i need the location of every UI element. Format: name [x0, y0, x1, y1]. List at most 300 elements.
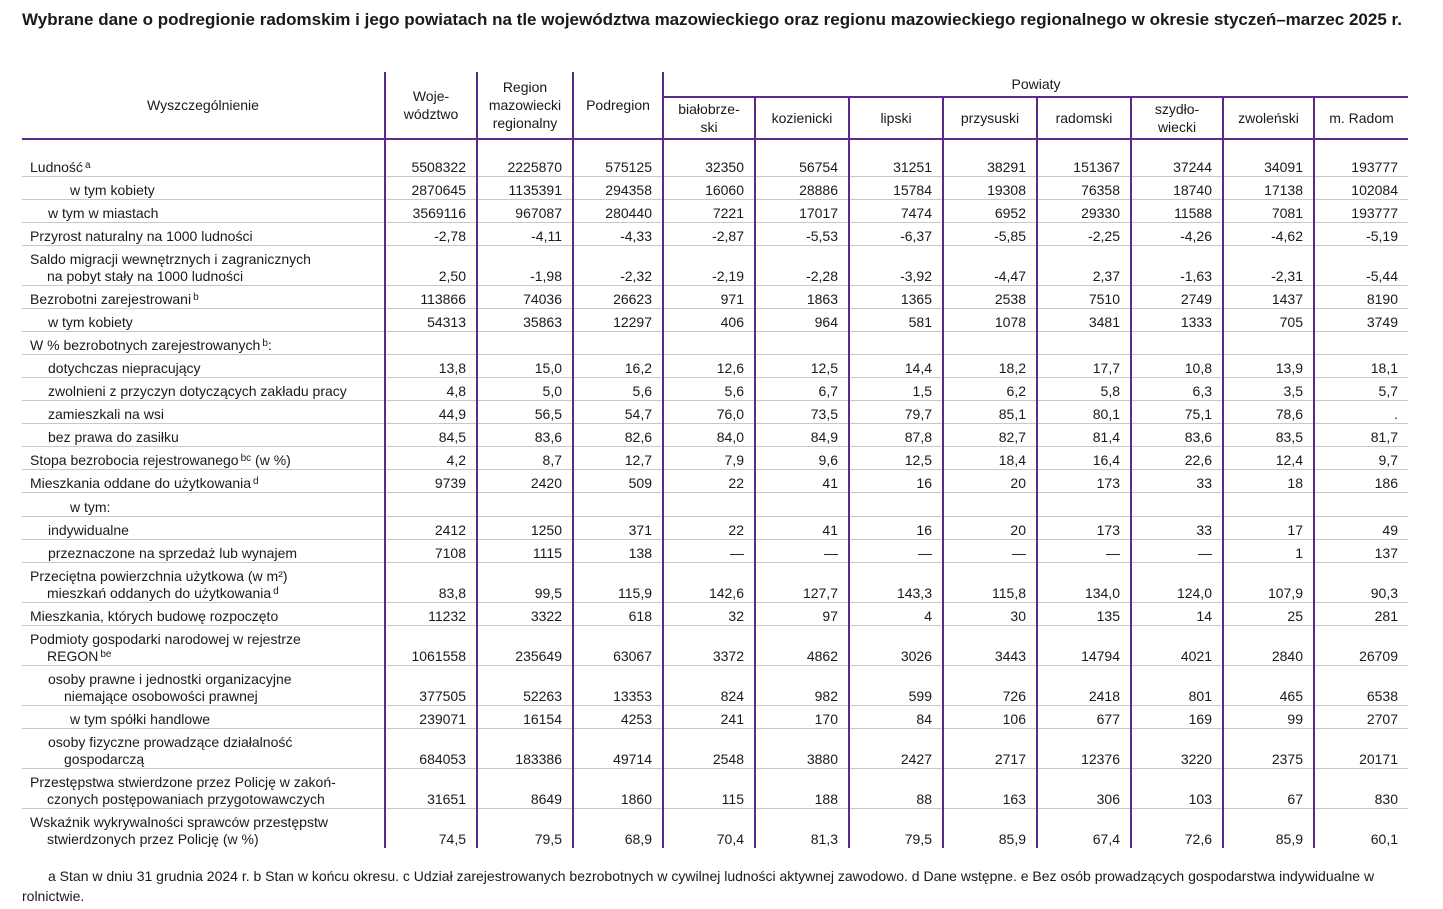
footnote-marker: b [193, 291, 199, 303]
table-cell: 29330 [1037, 199, 1131, 222]
table-cell: 68,9 [573, 808, 663, 848]
table-row [22, 562, 1408, 602]
table-cell: 193777 [1314, 153, 1408, 176]
row-label [22, 176, 385, 199]
table-cell: -5,85 [943, 222, 1037, 245]
table-cell: 19308 [943, 176, 1037, 199]
row-label [22, 423, 385, 446]
table-cell: 84,9 [755, 423, 849, 446]
table-cell: 106 [943, 705, 1037, 728]
data-table [22, 72, 1408, 848]
row-label-text: Przeciętna powierzchnia użytkowa (w m²) [30, 567, 288, 584]
row-label-text: Bezrobotni zarejestrowani [30, 290, 192, 307]
footnote-marker: d [273, 585, 279, 597]
row-label [22, 153, 385, 176]
row-label-line [30, 791, 374, 808]
table-cell: 20 [943, 516, 1037, 539]
table-cell: 280440 [573, 199, 663, 222]
footnote-marker: a [84, 159, 91, 171]
table-cell: 982 [755, 665, 849, 705]
table-cell [573, 492, 663, 516]
table-cell: 67,4 [1037, 808, 1131, 848]
table-cell: 1365 [849, 285, 943, 308]
table-row [22, 492, 1408, 516]
table-cell: 54,7 [573, 400, 663, 423]
table-cell [477, 492, 573, 516]
table-cell: -4,11 [477, 222, 573, 245]
table-cell: -2,31 [1223, 245, 1314, 285]
footnote-marker: b [262, 337, 268, 349]
table-cell: 13,8 [385, 354, 477, 377]
table-cell: 9739 [385, 469, 477, 492]
table-cell: 2427 [849, 728, 943, 768]
table-cell: 1860 [573, 768, 663, 808]
table-cell [849, 492, 943, 516]
table-cell: 32 [663, 602, 755, 625]
table-cell: 2840 [1223, 625, 1314, 665]
table-cell: 16154 [477, 705, 573, 728]
table-cell: 6,2 [943, 377, 1037, 400]
row-label-line [30, 475, 374, 492]
table-cell: 5,6 [573, 377, 663, 400]
table-cell: 509 [573, 469, 663, 492]
table-cell: 1 [1223, 539, 1314, 562]
row-label-text: niemające osobowości prawnej [64, 687, 258, 704]
table-cell: 60,1 [1314, 808, 1408, 848]
table-cell: 143,3 [849, 562, 943, 602]
row-label-text: Mieszkania oddane do użytkowania [30, 474, 252, 491]
row-label-line [48, 751, 374, 768]
table-cell: 14794 [1037, 625, 1131, 665]
table-cell: 281 [1314, 602, 1408, 625]
table-cell: 16 [849, 516, 943, 539]
row-label-text: Mieszkania, których budowę rozpoczęto [30, 607, 279, 624]
table-cell: 113866 [385, 285, 477, 308]
footnote: a Stan w dniu 31 grudnia 2024 r. b Stan w końcu okresu. c Udział zarejestrowanych bezrobotnych w cywilnej ludności aktywnej zawodowo. d Dane wstępne. e Bez osób prowadzących gospodarstwa indywidualne w rolnictwie. [22, 868, 1375, 904]
table-cell: 18740 [1131, 176, 1223, 199]
table-cell: 2,37 [1037, 245, 1131, 285]
table-cell: 14 [1131, 602, 1223, 625]
table-cell: 726 [943, 665, 1037, 705]
table-row [22, 354, 1408, 377]
table-cell [663, 492, 755, 516]
table-cell: 6538 [1314, 665, 1408, 705]
table-cell: 17017 [755, 199, 849, 222]
table-cell: 12297 [573, 308, 663, 331]
table-cell: 824 [663, 665, 755, 705]
table-cell: 134,0 [1037, 562, 1131, 602]
table-cell: 76,0 [663, 400, 755, 423]
row-label [22, 665, 385, 705]
table-cell: 15,0 [477, 354, 573, 377]
table-cell: 84,5 [385, 423, 477, 446]
row-label-line [30, 452, 374, 469]
table-cell [1223, 331, 1314, 354]
table-cell: — [755, 539, 849, 562]
table-cell: 1115 [477, 539, 573, 562]
table-cell: -1,98 [477, 245, 573, 285]
table-cell: -4,26 [1131, 222, 1223, 245]
table-cell: 31651 [385, 768, 477, 808]
row-label-line [48, 314, 374, 331]
table-cell: -2,32 [573, 245, 663, 285]
table-cell: 8649 [477, 768, 573, 808]
table-cell: 2548 [663, 728, 755, 768]
table-cell: 11232 [385, 602, 477, 625]
row-label [22, 808, 385, 848]
table-cell: 79,7 [849, 400, 943, 423]
table-cell: 2412 [385, 516, 477, 539]
table-cell: 239071 [385, 705, 477, 728]
table-cell: 3443 [943, 625, 1037, 665]
table-row [22, 539, 1408, 562]
table-row [22, 768, 1408, 808]
table-cell: 3026 [849, 625, 943, 665]
row-label-line [48, 545, 374, 562]
header-powiat: radomski [1037, 97, 1131, 139]
table-row [22, 377, 1408, 400]
table-cell: 1333 [1131, 308, 1223, 331]
row-label-line [30, 608, 374, 625]
row-label-text: stwierdzonych przez Policję (w %) [47, 831, 259, 847]
table-cell: 79,5 [849, 808, 943, 848]
table-cell: 12,4 [1223, 446, 1314, 469]
table-cell: 73,5 [755, 400, 849, 423]
table-row [22, 808, 1408, 848]
table-cell: 830 [1314, 768, 1408, 808]
row-label [22, 728, 385, 768]
row-label [22, 492, 385, 516]
footnote-marker: d [253, 475, 259, 487]
row-label-line [30, 291, 374, 308]
table-cell: 705 [1223, 308, 1314, 331]
row-label-line [30, 159, 374, 176]
table-cell: 581 [849, 308, 943, 331]
table-cell: 1863 [755, 285, 849, 308]
row-label [22, 768, 385, 808]
table-cell: 7081 [1223, 199, 1314, 222]
table-cell: 2375 [1223, 728, 1314, 768]
row-label-line [48, 383, 374, 400]
table-cell: — [943, 539, 1037, 562]
table-cell [849, 331, 943, 354]
table-cell: 81,7 [1314, 423, 1408, 446]
table-cell: 115,8 [943, 562, 1037, 602]
table-cell: 38291 [943, 153, 1037, 176]
table-cell: 18,4 [943, 446, 1037, 469]
table-cell: 80,1 [1037, 400, 1131, 423]
row-label-line [48, 406, 374, 423]
table-cell: 11588 [1131, 199, 1223, 222]
row-label-text: bez prawa do zasiłku [48, 428, 179, 445]
row-label-text: zamieszkali na wsi [48, 405, 164, 422]
table-cell: 186 [1314, 469, 1408, 492]
row-label [22, 199, 385, 222]
table-cell: 7510 [1037, 285, 1131, 308]
table-row [22, 153, 1408, 176]
row-label [22, 539, 385, 562]
table-cell: -2,28 [755, 245, 849, 285]
table-cell: 85,9 [1223, 808, 1314, 848]
header-powiat: białobrze- ski [663, 97, 755, 139]
table-cell: 10,8 [1131, 354, 1223, 377]
row-label-text: zwolnieni z przyczyn dotyczących zakładu pracy [48, 382, 347, 399]
table-cell: 3322 [477, 602, 573, 625]
table-cell: 81,3 [755, 808, 849, 848]
table-cell: 3749 [1314, 308, 1408, 331]
table-cell: 2,50 [385, 245, 477, 285]
table-row [22, 176, 1408, 199]
table-cell: 30 [943, 602, 1037, 625]
row-label-text: Stopa bezrobocia rejestrowanego [30, 451, 239, 468]
table-cell: -4,47 [943, 245, 1037, 285]
table-cell: 465 [1223, 665, 1314, 705]
table-row [22, 308, 1408, 331]
table-cell: 12,7 [573, 446, 663, 469]
table-cell: 5,8 [1037, 377, 1131, 400]
table-cell: 87,8 [849, 423, 943, 446]
row-label-text: na pobyt stały na 1000 ludności [47, 267, 244, 284]
table-cell: 2870645 [385, 176, 477, 199]
header-powiat: szydło- wiecki [1131, 97, 1223, 139]
row-label-suffix: : [267, 336, 272, 353]
table-cell: 17,7 [1037, 354, 1131, 377]
table-cell: 169 [1131, 705, 1223, 728]
header-label-col: Wyszczególnienie [22, 72, 385, 139]
table-cell: 124,0 [1131, 562, 1223, 602]
table-cell: 618 [573, 602, 663, 625]
row-label [22, 625, 385, 665]
table-cell: 83,6 [477, 423, 573, 446]
table-cell: — [849, 539, 943, 562]
table-cell: 684053 [385, 728, 477, 768]
row-label [22, 705, 385, 728]
table-cell [1037, 492, 1131, 516]
table-cell: 103 [1131, 768, 1223, 808]
row-label-text: w tym: [70, 498, 111, 515]
table-cell: 5508322 [385, 153, 477, 176]
table-cell: 4253 [573, 705, 663, 728]
table-cell: 6,3 [1131, 377, 1223, 400]
row-label-line [30, 585, 374, 602]
table-cell: 15784 [849, 176, 943, 199]
table-cell: 135 [1037, 602, 1131, 625]
row-label-text: przeznaczone na sprzedaż lub wynajem [48, 544, 298, 561]
row-label [22, 245, 385, 285]
table-cell: 801 [1131, 665, 1223, 705]
row-label-text: w tym spółki handlowe [70, 710, 211, 727]
table-cell: 35863 [477, 308, 573, 331]
table-cell: 26623 [573, 285, 663, 308]
row-label-text: indywidualne [48, 521, 129, 538]
row-label-text: REGON [47, 647, 99, 664]
table-cell: -4,33 [573, 222, 663, 245]
row-label-text: osoby prawne i jednostki organizacyjne [48, 670, 292, 687]
row-label [22, 285, 385, 308]
table-cell: 107,9 [1223, 562, 1314, 602]
table-cell: 20171 [1314, 728, 1408, 768]
table-row [22, 728, 1408, 768]
row-label-line [48, 205, 374, 222]
table-row [22, 331, 1408, 354]
table-cell: 4862 [755, 625, 849, 665]
table-cell [573, 331, 663, 354]
table-cell: 33 [1131, 516, 1223, 539]
row-label-text: w tym kobiety [48, 313, 133, 330]
table-cell: 84,0 [663, 423, 755, 446]
table-cell [943, 331, 1037, 354]
table-cell: 12,5 [849, 446, 943, 469]
footnote-marker: bc [240, 452, 252, 464]
row-label-line [30, 648, 374, 665]
table-row [22, 469, 1408, 492]
table-cell: 8190 [1314, 285, 1408, 308]
table-cell: 964 [755, 308, 849, 331]
table-cell: 8,7 [477, 446, 573, 469]
table-cell: 20 [943, 469, 1037, 492]
table-cell: 9,7 [1314, 446, 1408, 469]
table-cell: . [1314, 400, 1408, 423]
table-cell: 52263 [477, 665, 573, 705]
table-cell: 34091 [1223, 153, 1314, 176]
table-cell: 2749 [1131, 285, 1223, 308]
row-label [22, 516, 385, 539]
table-cell: 82,6 [573, 423, 663, 446]
row-label-line [30, 268, 374, 285]
header-podregion: Podregion [573, 72, 663, 139]
table-row [22, 400, 1408, 423]
table-cell: 63067 [573, 625, 663, 665]
row-label [22, 446, 385, 469]
table-cell: 84 [849, 705, 943, 728]
table-row [22, 222, 1408, 245]
table-cell: -1,63 [1131, 245, 1223, 285]
table-row [22, 516, 1408, 539]
table-cell: 3372 [663, 625, 755, 665]
row-label [22, 222, 385, 245]
table-cell [385, 331, 477, 354]
table-cell: 170 [755, 705, 849, 728]
table-cell: 75,1 [1131, 400, 1223, 423]
table-cell [1314, 331, 1408, 354]
row-label-text: w tym w miastach [48, 204, 159, 221]
table-cell: 54313 [385, 308, 477, 331]
table-cell [1131, 331, 1223, 354]
table-cell: 4,8 [385, 377, 477, 400]
table-title: Wybrane dane o podregionie radomskim i jego powiatach na tle województwa mazowieckiego oraz regionu mazowieckiego regionalnego w okresie styczeń–marzec 2025 r. [22, 10, 1402, 29]
table-row [22, 705, 1408, 728]
table-cell: 4,2 [385, 446, 477, 469]
table-cell: 67 [1223, 768, 1314, 808]
table-cell: 967087 [477, 199, 573, 222]
row-label-line [30, 568, 374, 585]
table-row [22, 602, 1408, 625]
row-label-line [30, 774, 374, 791]
header-region: Region mazowiecki regionalny [477, 72, 573, 139]
table-cell: 406 [663, 308, 755, 331]
row-label-text: w tym kobiety [70, 181, 155, 198]
table-cell: 1078 [943, 308, 1037, 331]
table-cell: 7108 [385, 539, 477, 562]
table-cell: -5,44 [1314, 245, 1408, 285]
row-label-line [48, 360, 374, 377]
table-cell [755, 492, 849, 516]
row-label-line [30, 631, 374, 648]
table-cell [477, 331, 573, 354]
table-cell: 142,6 [663, 562, 755, 602]
table-cell: 6,7 [755, 377, 849, 400]
header-powiat: m. Radom [1314, 97, 1408, 139]
table-cell [1131, 492, 1223, 516]
table-cell: -6,37 [849, 222, 943, 245]
table-cell: 49714 [573, 728, 663, 768]
table-cell [1314, 492, 1408, 516]
table-cell: 1250 [477, 516, 573, 539]
row-label-text: W % bezrobotnych zarejestrowanych [30, 336, 261, 353]
table-body [22, 139, 1408, 848]
table-cell: 7221 [663, 199, 755, 222]
table-cell: 5,7 [1314, 377, 1408, 400]
table-cell: 1061558 [385, 625, 477, 665]
table-cell: 16060 [663, 176, 755, 199]
table-cell: 102084 [1314, 176, 1408, 199]
table-cell: 70,4 [663, 808, 755, 848]
row-label [22, 602, 385, 625]
row-label-text: Podmioty gospodarki narodowej w rejestrze [30, 630, 301, 647]
table-cell: 18,2 [943, 354, 1037, 377]
table-cell: 12,5 [755, 354, 849, 377]
table-cell: 2538 [943, 285, 1037, 308]
row-label [22, 469, 385, 492]
table-cell: -3,92 [849, 245, 943, 285]
row-label-text: Wskaźnik wykrywalności sprawców przestępstw [30, 814, 328, 830]
table-cell: 1135391 [477, 176, 573, 199]
table-cell: 7474 [849, 199, 943, 222]
row-label-line [48, 429, 374, 446]
table-cell: 14,4 [849, 354, 943, 377]
table-cell: 183386 [477, 728, 573, 768]
table-cell: 28886 [755, 176, 849, 199]
table-cell: 599 [849, 665, 943, 705]
row-label-text: Przyrost naturalny na 1000 ludności [30, 227, 253, 244]
table-cell: 127,7 [755, 562, 849, 602]
table-cell: 56,5 [477, 400, 573, 423]
table-cell: 5,6 [663, 377, 755, 400]
table-cell: 37244 [1131, 153, 1223, 176]
row-label [22, 562, 385, 602]
row-label-text: gospodarczą [64, 750, 145, 767]
table-cell: 13,9 [1223, 354, 1314, 377]
table-row [22, 446, 1408, 469]
table-cell: 41 [755, 516, 849, 539]
table-cell: -2,87 [663, 222, 755, 245]
header-powiat: lipski [849, 97, 943, 139]
table-cell: 78,6 [1223, 400, 1314, 423]
table-cell: 3220 [1131, 728, 1223, 768]
table-cell: 12,6 [663, 354, 755, 377]
table-cell: 971 [663, 285, 755, 308]
table-cell: -2,78 [385, 222, 477, 245]
table-cell: 83,8 [385, 562, 477, 602]
table-cell: 74,5 [385, 808, 477, 848]
table-cell: 31251 [849, 153, 943, 176]
row-label [22, 400, 385, 423]
table-cell: 5,0 [477, 377, 573, 400]
table-cell: 16,4 [1037, 446, 1131, 469]
row-label-text: dotychczas niepracujący [48, 359, 201, 376]
row-label-line [70, 711, 374, 728]
table-cell: 82,7 [943, 423, 1037, 446]
